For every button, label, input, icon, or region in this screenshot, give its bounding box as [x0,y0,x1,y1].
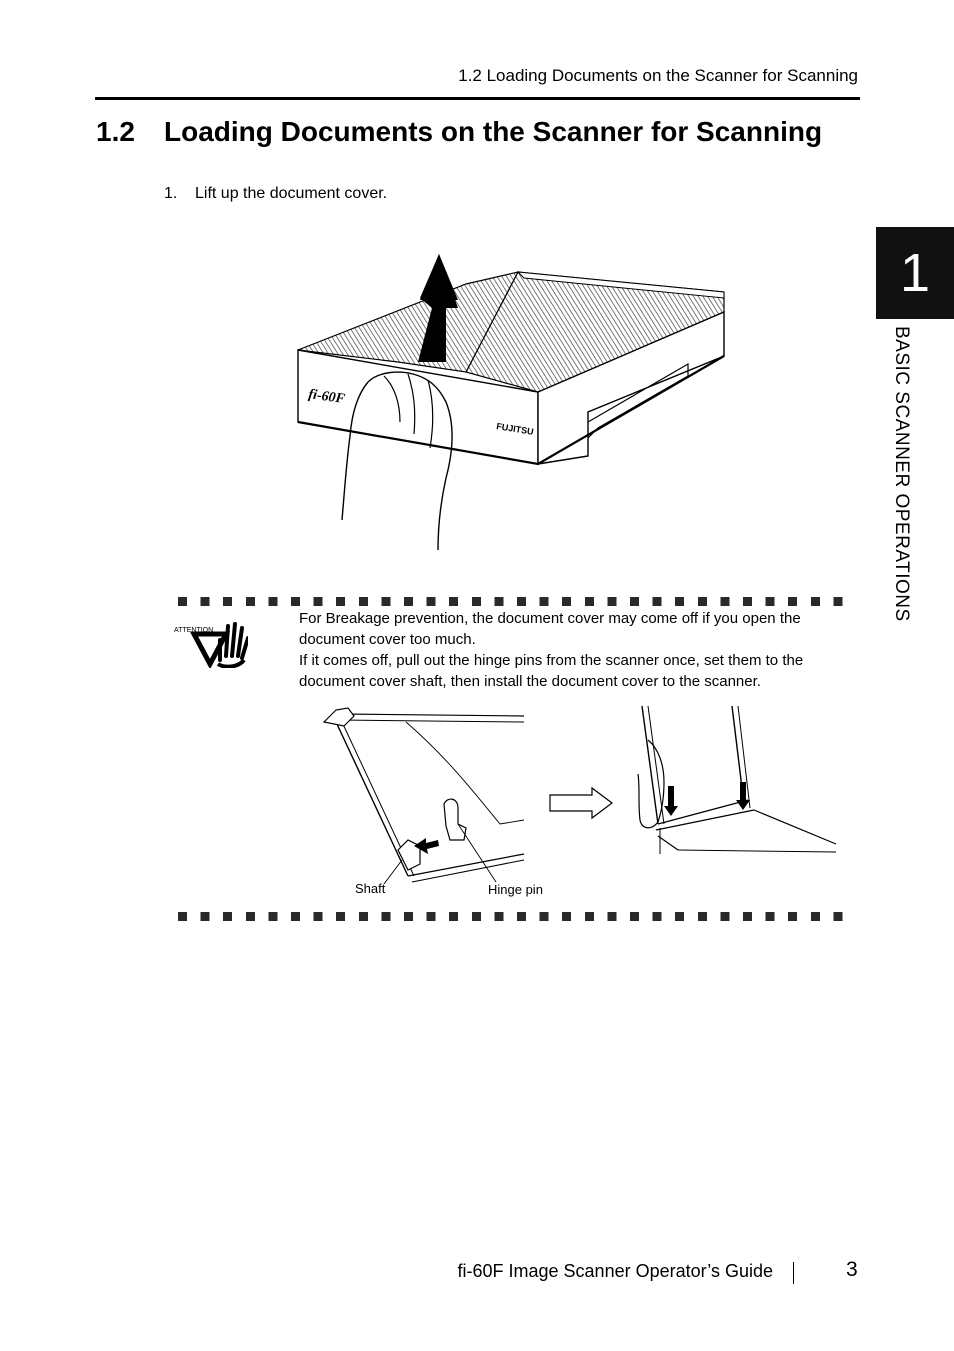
attention-hand-icon [172,616,248,668]
header-rule [95,97,860,100]
chapter-tab: 1 [876,227,954,319]
hinge-pin-label: Hinge pin [488,882,543,897]
step-number: 1. [164,185,178,202]
attention-text-line: If it comes off, pull out the hinge pins from the scanner once, set them to the [299,652,804,669]
attention-text-line: document cover shaft, then install the document cover to the scanner. [299,673,761,690]
scanner-logo-text: fi-60F [307,387,346,408]
section-title: Loading Documents on the Scanner for Scanning [164,116,823,147]
attention-text-line: For Breakage prevention, the document cover may come off if you open the [299,610,801,627]
cover-install-illustration [628,704,840,856]
attention-border-top [178,597,850,606]
section-number: 1.2 [96,116,135,147]
step-text: Lift up the document cover. [195,185,388,202]
scanner-illustration [288,252,736,552]
chapter-side-title: BASIC SCANNER OPERATIONS [891,326,912,622]
page-title [96,116,822,148]
page-number: 3 [846,1258,858,1281]
attention-text-line: document cover too much. [299,631,476,648]
running-header: 1.2 Loading Documents on the Scanner for Scanning [458,66,858,85]
scanner-brand-text: FUJITSU [495,421,535,437]
right-arrow-icon [548,786,614,820]
step-item [164,185,387,203]
shaft-label: Shaft [355,881,386,896]
attention-border-bottom [178,912,850,921]
footer-guide-title: fi-60F Image Scanner Operator’s Guide [457,1261,773,1281]
shaft-hinge-illustration [300,700,530,900]
attention-icon-label: ATTENTION [174,627,214,634]
footer-separator [793,1262,794,1284]
